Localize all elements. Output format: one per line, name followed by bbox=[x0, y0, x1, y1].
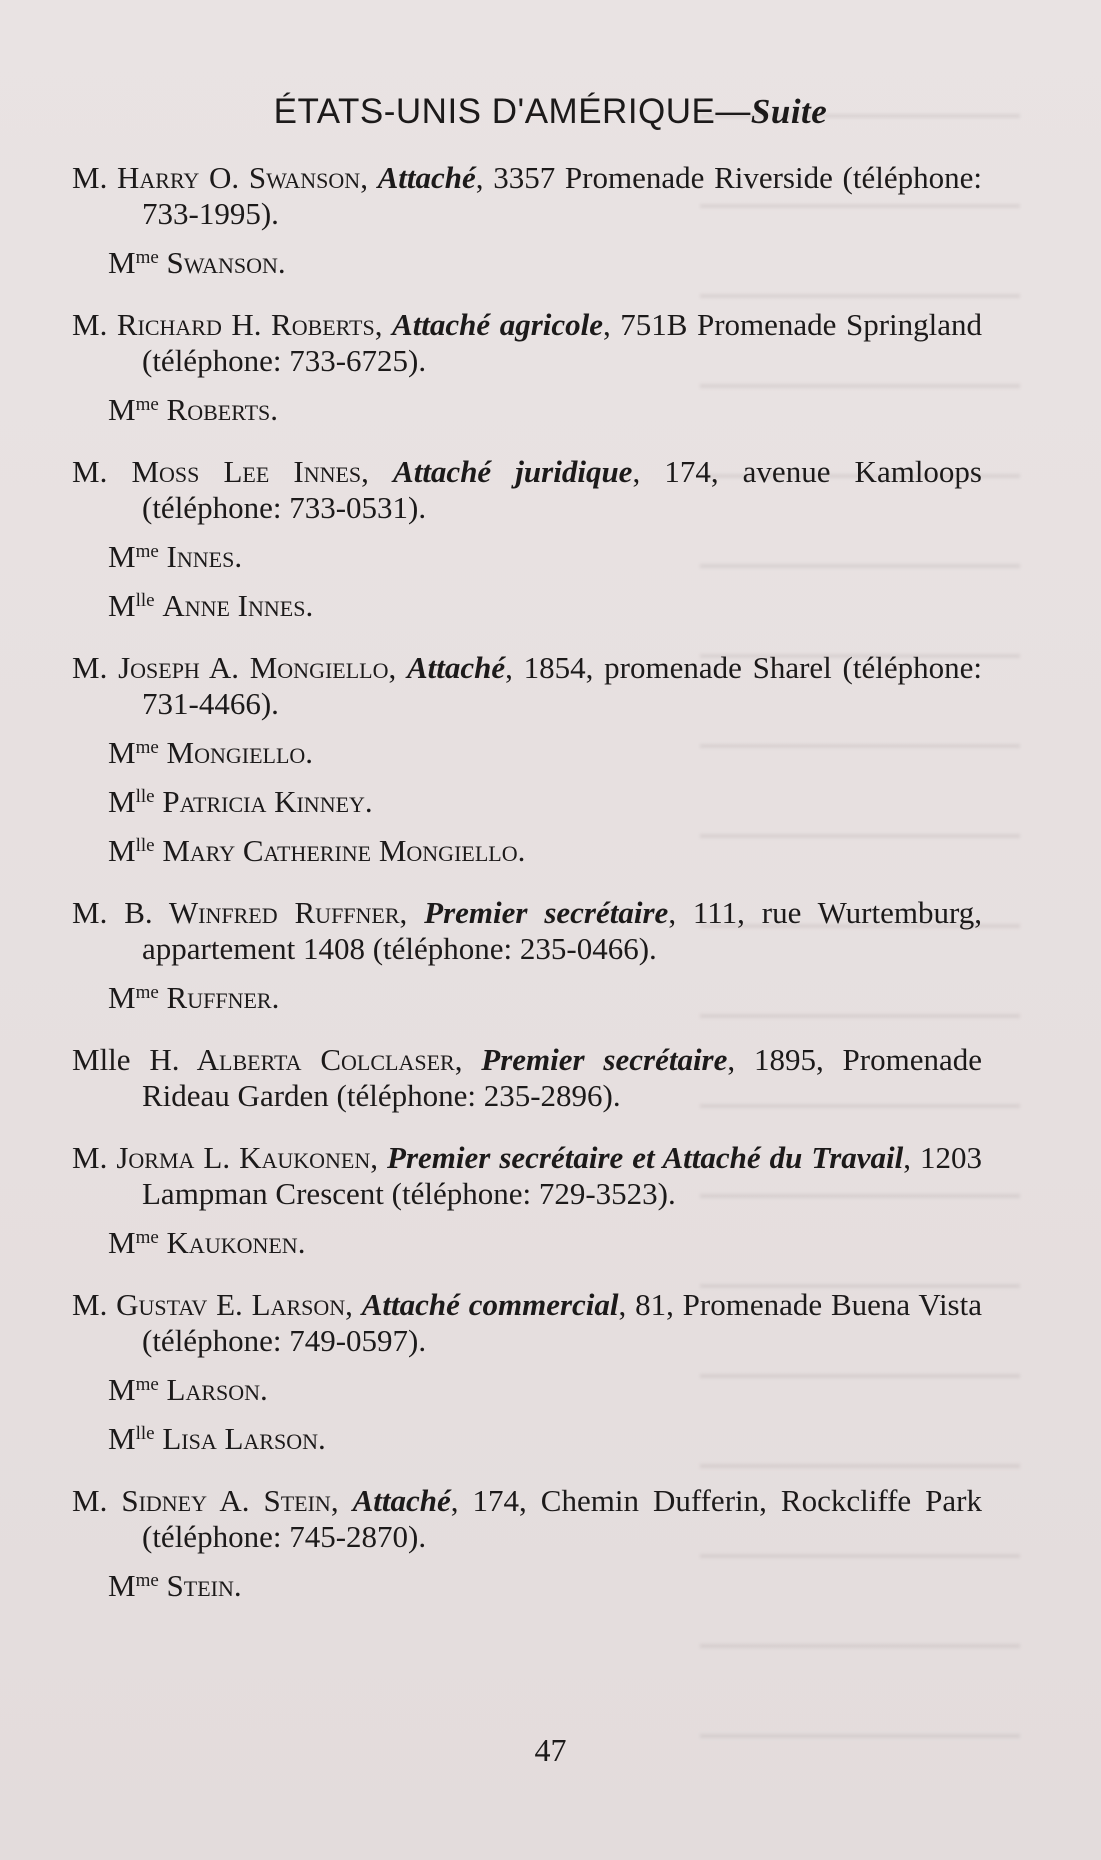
entry-main: M. B. Winfred Ruffner, Premier secrétaire, 111, rue Wurtemburg, appartement 1408 (téléphone: 235-0466). bbox=[72, 895, 982, 966]
directory-entry bbox=[72, 1483, 982, 1604]
family-name: Swanson. bbox=[166, 245, 286, 280]
family-name: Mary Catherine Mongiello. bbox=[162, 833, 526, 868]
entry-name: Richard H. Roberts bbox=[116, 307, 375, 342]
directory-entry bbox=[72, 1287, 982, 1457]
family-prefix: M bbox=[108, 245, 136, 280]
family-name: Lisa Larson. bbox=[162, 1421, 326, 1456]
entry-title: Attaché juridique bbox=[393, 454, 633, 489]
entry-honorific: M. bbox=[72, 1483, 122, 1518]
family-member bbox=[72, 730, 982, 771]
family-prefix: M bbox=[108, 833, 136, 868]
entry-honorific: M. bbox=[72, 1140, 117, 1175]
directory-entry bbox=[72, 1140, 982, 1261]
family-name: Patricia Kinney. bbox=[162, 784, 373, 819]
family-member bbox=[72, 1220, 982, 1261]
entry-main: M. Richard H. Roberts, Attaché agricole, 751B Promenade Springland (téléphone: 733-6725). bbox=[72, 307, 982, 378]
entry-address: 3357 Promenade Riverside (téléphone: 733-1995). bbox=[142, 160, 982, 231]
entry-honorific: M. bbox=[72, 307, 117, 342]
family-prefix-sup: lle bbox=[135, 835, 155, 856]
header-country: ÉTATS-UNIS D'AMÉRIQUE— bbox=[273, 92, 751, 131]
directory-entry bbox=[72, 160, 982, 281]
family-prefix: M bbox=[108, 980, 136, 1015]
entry-address: 111, rue Wurtemburg, appartement 1408 (téléphone: 235-0466). bbox=[142, 895, 982, 966]
directory-entry bbox=[72, 1042, 982, 1114]
entry-main: M. Gustav E. Larson, Attaché commercial, 81, Promenade Buena Vista (téléphone: 749-0597). bbox=[72, 1287, 982, 1358]
family-prefix-sup: lle bbox=[135, 786, 155, 807]
entry-honorific: M. bbox=[72, 650, 119, 685]
page-number: 47 bbox=[534, 1732, 567, 1768]
family-name: Stein. bbox=[166, 1568, 242, 1603]
entry-title: Attaché commercial bbox=[361, 1287, 619, 1322]
family-prefix: M bbox=[108, 735, 136, 770]
entry-address: 1895, Promenade Rideau Garden (téléphone: 235-2896). bbox=[142, 1042, 982, 1113]
family-prefix-sup: me bbox=[135, 1570, 159, 1591]
entry-address: 174, Chemin Dufferin, Rockcliffe Park (téléphone: 745-2870). bbox=[142, 1483, 982, 1554]
header-suite: Suite bbox=[750, 92, 828, 131]
entry-honorific: M. bbox=[72, 160, 118, 195]
family-prefix: M bbox=[108, 1568, 136, 1603]
family-name: Kaukonen. bbox=[166, 1225, 306, 1260]
entry-title: Attaché bbox=[377, 160, 476, 195]
directory-listing bbox=[72, 160, 982, 1630]
entry-address: 1203 Lampman Crescent (téléphone: 729-3523). bbox=[142, 1140, 983, 1211]
family-prefix: M bbox=[108, 1225, 136, 1260]
entry-title: Attaché agricole bbox=[392, 307, 604, 342]
family-name: Innes. bbox=[166, 539, 243, 574]
entry-name: B. Winfred Ruffner bbox=[124, 895, 400, 930]
entry-address: 751B Promenade Springland (téléphone: 733-6725). bbox=[142, 307, 982, 378]
entry-main: Mlle H. Alberta Colclaser, Premier secrétaire, 1895, Promenade Rideau Garden (téléphone: 235-2896). bbox=[72, 1042, 982, 1113]
family-prefix: M bbox=[108, 1372, 136, 1407]
entry-main: M. Moss Lee Innes, Attaché juridique, 174, avenue Kamloops (téléphone: 733-0531). bbox=[72, 454, 982, 525]
family-member bbox=[72, 583, 982, 624]
page-header bbox=[0, 92, 1101, 132]
family-name: Roberts. bbox=[166, 392, 278, 427]
family-prefix-sup: lle bbox=[135, 1423, 155, 1444]
entry-honorific: Mlle bbox=[72, 1042, 150, 1077]
family-member bbox=[72, 1416, 982, 1457]
entry-title: Attaché bbox=[406, 650, 506, 685]
family-prefix-sup: me bbox=[135, 1374, 159, 1395]
entry-name: Joseph A. Mongiello bbox=[118, 650, 389, 685]
entry-main: M. Sidney A. Stein, Attaché, 174, Chemin Dufferin, Rockcliffe Park (téléphone: 745-2870). bbox=[72, 1483, 982, 1554]
family-member bbox=[72, 240, 982, 281]
directory-entry bbox=[72, 895, 982, 1016]
entry-title: Premier secrétaire bbox=[424, 895, 669, 930]
family-prefix-sup: me bbox=[135, 737, 159, 758]
family-name: Larson. bbox=[166, 1372, 268, 1407]
directory-entry bbox=[72, 650, 982, 869]
family-member bbox=[72, 1563, 982, 1604]
entry-main: M. Joseph A. Mongiello, Attaché, 1854, promenade Sharel (téléphone: 731-4466). bbox=[72, 650, 982, 721]
entry-name: Harry O. Swanson bbox=[117, 160, 361, 195]
family-prefix-sup: me bbox=[135, 394, 159, 415]
family-member bbox=[72, 975, 982, 1016]
family-prefix: M bbox=[108, 784, 136, 819]
family-prefix: M bbox=[108, 539, 136, 574]
family-prefix-sup: me bbox=[135, 247, 159, 268]
entry-address: 81, Promenade Buena Vista (téléphone: 749-0597). bbox=[142, 1287, 982, 1358]
entry-honorific: M. bbox=[72, 1287, 117, 1322]
family-name: Mongiello. bbox=[166, 735, 314, 770]
family-prefix-sup: me bbox=[135, 982, 159, 1003]
family-member bbox=[72, 1367, 982, 1408]
entry-address: 1854, promenade Sharel (téléphone: 731-4466). bbox=[142, 650, 982, 721]
entry-title: Premier secrétaire et Attaché du Travail bbox=[387, 1140, 904, 1175]
family-prefix-sup: lle bbox=[135, 590, 155, 611]
family-name: Anne Innes. bbox=[162, 588, 314, 623]
entry-name: Gustav E. Larson bbox=[116, 1287, 346, 1322]
directory-entry bbox=[72, 307, 982, 428]
family-prefix-sup: me bbox=[135, 1227, 159, 1248]
entry-name: Moss Lee Innes bbox=[131, 454, 362, 489]
entry-address: 174, avenue Kamloops (téléphone: 733-0531). bbox=[142, 454, 982, 525]
entry-title: Attaché bbox=[352, 1483, 451, 1518]
entry-name: Sidney A. Stein bbox=[121, 1483, 331, 1518]
family-prefix: M bbox=[108, 392, 136, 427]
entry-honorific: M. bbox=[72, 895, 125, 930]
family-prefix-sup: me bbox=[135, 541, 159, 562]
entry-honorific: M. bbox=[72, 454, 132, 489]
entry-title: Premier secrétaire bbox=[481, 1042, 728, 1077]
family-member bbox=[72, 779, 982, 820]
directory-entry bbox=[72, 454, 982, 624]
family-member bbox=[72, 828, 982, 869]
family-member bbox=[72, 387, 982, 428]
entry-main: M. Harry O. Swanson, Attaché, 3357 Promenade Riverside (téléphone: 733-1995). bbox=[72, 160, 982, 231]
family-prefix: M bbox=[108, 1421, 136, 1456]
entry-name: Jorma L. Kaukonen bbox=[116, 1140, 371, 1175]
family-prefix: M bbox=[108, 588, 136, 623]
entry-main: M. Jorma L. Kaukonen, Premier secrétaire et Attaché du Travail, 1203 Lampman Crescent (téléphone: 729-3523). bbox=[72, 1140, 983, 1211]
family-name: Ruffner. bbox=[166, 980, 280, 1015]
family-member bbox=[72, 534, 982, 575]
entry-name: H. Alberta Colclaser bbox=[149, 1042, 455, 1077]
